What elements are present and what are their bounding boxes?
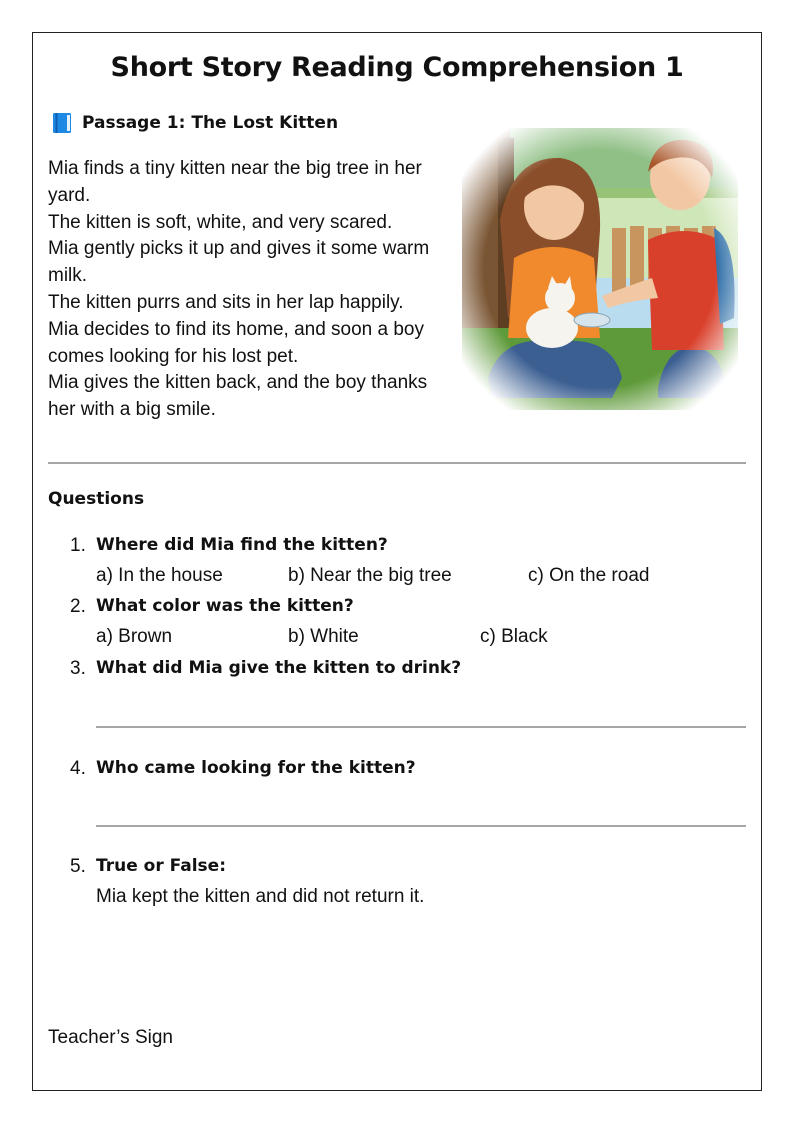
story-text [48,156,458,424]
story-line: Mia finds a tiny kitten near the big tree in her yard. [48,158,422,206]
option-a[interactable]: a) In the house [96,565,223,586]
option-b[interactable]: b) Near the big tree [288,565,452,586]
book-icon [52,112,72,134]
questions-heading: Questions [48,489,145,509]
question-text: Who came looking for the kitten? [96,758,416,778]
story-line: The kitten purrs and sits in her lap happily. [48,291,404,313]
story-line: The kitten is soft, white, and very scared. [48,211,393,233]
passage-heading [52,110,338,136]
option-b[interactable]: b) White [288,626,359,647]
story-illustration [462,128,738,410]
question-text: True or False: [96,856,227,876]
answer-line-3[interactable] [96,726,746,728]
page-title: Short Story Reading Comprehension 1 [110,52,684,83]
question-1 [70,535,388,557]
answer-line-4[interactable] [96,825,746,827]
question-2-options [96,626,716,652]
question-4 [70,758,416,780]
question-text: What color was the kitten? [96,596,354,616]
story-line: Mia decides to find its home, and soon a boy comes looking for his lost pet. [48,318,425,367]
story-line: Mia gives the kitten back, and the boy thanks her with a big smile. [48,372,428,421]
question-number: 5. [70,856,86,877]
true-false-statement: Mia kept the kitten and did not return it. [96,886,425,907]
option-c[interactable]: c) On the road [528,565,650,586]
question-5 [70,856,226,878]
question-number: 3. [70,658,86,679]
question-text: What did Mia give the kitten to drink? [96,658,462,678]
section-divider [48,462,746,464]
question-number: 1. [70,535,86,556]
option-c[interactable]: c) Black [480,626,548,647]
question-3 [70,658,461,680]
question-number: 4. [70,758,86,779]
passage-heading-text: Passage 1: The Lost Kitten [82,113,339,133]
option-a[interactable]: a) Brown [96,626,173,647]
question-number: 2. [70,596,86,617]
teacher-sign-label: Teacher’s Sign [48,1027,173,1048]
story-line: Mia gently picks it up and gives it some warm milk. [48,238,430,287]
question-text: Where did Mia find the kitten? [96,535,388,555]
question-1-options [96,565,716,591]
question-2 [70,596,354,618]
